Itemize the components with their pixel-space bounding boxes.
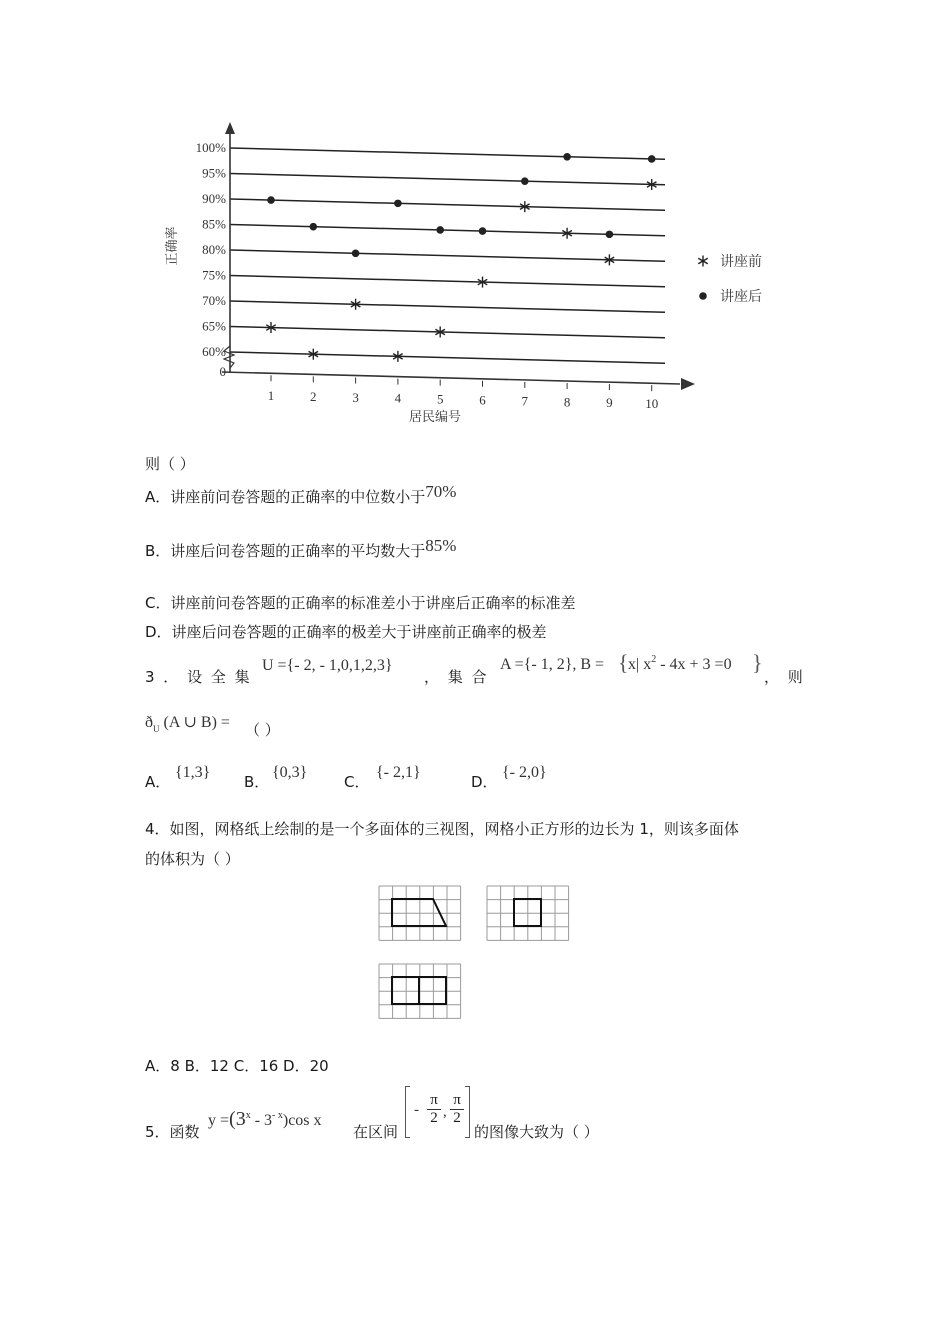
point-after	[648, 155, 656, 163]
chart-legend	[698, 254, 762, 305]
q4-options[interactable]: A．8 B．12 C．16 D．20	[145, 1057, 329, 1075]
x-tick-labels	[268, 375, 658, 411]
q4-front-view-shape	[392, 899, 446, 926]
q3-set-b-var: x| x	[628, 656, 652, 673]
q5-tail: 的图像大致为（ ）	[474, 1123, 599, 1141]
q5-interval	[405, 1086, 470, 1136]
q4-line2: 的体积为（ ）	[145, 850, 240, 868]
y-tick-label: 95%	[202, 165, 226, 181]
x-tick-label: 8	[563, 394, 571, 410]
point-after	[521, 177, 529, 185]
q2-option-d[interactable]: D．讲座后问卷答题的正确率的极差大于讲座前正确率的极差	[145, 623, 547, 641]
q5-func-exp2: - x	[272, 1110, 283, 1121]
q5-neg-sign: -	[414, 1102, 419, 1118]
y-tick-label: 60%	[202, 344, 226, 359]
q3-complement-expr	[145, 712, 230, 732]
y-axis-label: 正确率	[165, 226, 180, 266]
q3-complement-body: (A ∪ B) =	[163, 714, 230, 731]
gridline-95	[230, 174, 665, 185]
q5-func-minus: - 3	[250, 1112, 273, 1129]
q4-front-view-grid	[378, 885, 462, 942]
q3-set-b-exponent: 2	[651, 654, 657, 665]
q5-frac-right	[450, 1092, 464, 1127]
q3-paren: （ ）	[245, 721, 280, 739]
q3-then: ， 则	[764, 668, 805, 686]
x-tick-label: 6	[479, 392, 486, 408]
point-after	[563, 153, 571, 161]
q3-option-d-label: D．	[471, 773, 498, 791]
chart-gridlines	[230, 148, 665, 363]
x-axis-label: 居民编号	[408, 410, 462, 425]
x-tick-label: 9	[606, 395, 613, 411]
chart-points	[266, 153, 656, 362]
q4-top-view-grid	[378, 963, 462, 1020]
q5-func-base1: (3	[229, 1108, 246, 1130]
legend-label: 讲座前	[720, 254, 762, 270]
y-tick-label: 90%	[202, 191, 226, 206]
gridline-85	[230, 225, 665, 236]
gridline-90	[230, 199, 665, 210]
q5-mid: 在区间	[353, 1123, 399, 1141]
y-axis-arrow	[225, 122, 235, 134]
y-tick-label: 80%	[202, 242, 226, 257]
gridline-75	[230, 276, 665, 287]
q5-frac-left-den: 2	[427, 1109, 441, 1127]
q3-complement-subscript: U	[153, 724, 160, 734]
q2-option-a[interactable]	[145, 482, 457, 507]
q3-mid: ， 集 合	[424, 668, 489, 686]
q3-complement-symbol: ð	[145, 714, 153, 731]
x-tick-label: 7	[521, 393, 529, 409]
q3-brace-right: }	[752, 650, 763, 675]
q3-option-b[interactable]	[244, 772, 269, 792]
x-tick-label: 10	[645, 396, 659, 412]
x-axis	[222, 372, 680, 384]
y-tick-label: 85%	[202, 216, 226, 232]
q3-set-a-b: A ={- 1, 2}, B =	[500, 656, 605, 673]
q3-option-d[interactable]	[471, 772, 498, 792]
gridline-60	[230, 352, 665, 363]
q3-option-c-label: C．	[344, 773, 370, 791]
q5-frac-right-num: π	[453, 1092, 461, 1108]
x-tick-label: 3	[352, 389, 359, 405]
q5-lead: 5．函数	[145, 1123, 200, 1141]
gridline-100	[230, 148, 665, 159]
q5-frac-left-num: π	[430, 1092, 438, 1108]
q3-option-c[interactable]	[344, 772, 369, 792]
point-after	[606, 231, 614, 239]
legend-label: 讲座后	[720, 289, 762, 305]
legend-marker-before	[698, 256, 708, 267]
q3-brace-left: {	[618, 650, 629, 675]
y-tick-label: 65%	[202, 318, 226, 334]
x-tick-label: 5	[436, 391, 444, 407]
q3-universal-set: U ={- 2, - 1,0,1,2,3}	[262, 657, 393, 674]
q5-func-tail: )cos x	[282, 1112, 322, 1129]
q5-bracket-right	[465, 1086, 470, 1138]
q5-bracket-left	[405, 1086, 410, 1138]
point-after	[479, 227, 487, 235]
gridline-70	[230, 301, 665, 312]
q3-option-a-value: {1,3}	[175, 764, 211, 781]
q3-option-c-value: {- 2,1}	[376, 764, 421, 781]
accuracy-scatter-chart	[150, 118, 790, 438]
q2-option-a-value: 70%	[425, 482, 457, 501]
x-tick-label: 2	[310, 388, 317, 404]
gridline-65	[230, 327, 665, 338]
y-tick-labels	[196, 140, 227, 379]
q5-func-y: y =	[208, 1112, 230, 1129]
q3-lead: 3 ． 设 全 集	[145, 668, 252, 686]
point-after	[310, 223, 318, 231]
q3-option-a[interactable]	[145, 772, 170, 792]
q3-option-d-value: {- 2,0}	[502, 764, 547, 781]
point-after	[436, 226, 444, 234]
q2-option-a-text: A．讲座前问卷答题的正确率的中位数小于	[145, 488, 426, 506]
q4-side-view-grid	[486, 885, 570, 942]
q2-option-b-value: 85%	[425, 536, 457, 555]
q2-stem: 则（ ）	[145, 455, 195, 473]
q5-func-exp1: x	[245, 1110, 251, 1121]
y-tick-label: 75%	[202, 267, 226, 283]
q5-comma: ,	[443, 1104, 447, 1120]
q4-line1: 4．如图，网格纸上绘制的是一个多面体的三视图，网格小正方形的边长为 1，则该多面体	[145, 820, 739, 838]
q2-option-c[interactable]: C．讲座前问卷答题的正确率的标准差小于讲座后正确率的标准差	[145, 594, 576, 612]
x-tick-label: 1	[267, 388, 275, 403]
q5-frac-right-den: 2	[450, 1109, 464, 1127]
x-axis-arrow	[681, 378, 695, 390]
point-after	[394, 200, 402, 208]
q5-frac-left	[427, 1092, 441, 1127]
q3-option-b-value: {0,3}	[272, 764, 308, 781]
x-tick-label: 4	[394, 390, 402, 406]
q2-option-b-text: B．讲座后问卷答题的正确率的平均数大于	[145, 542, 426, 560]
y-tick-label: 0	[219, 364, 226, 379]
q3-set-b-inner	[628, 656, 732, 674]
q3-option-a-label: A．	[145, 773, 171, 791]
gridline-80	[230, 250, 665, 261]
point-after	[352, 249, 360, 257]
point-after	[267, 196, 275, 204]
y-tick-label: 100%	[195, 140, 226, 155]
q5-function	[208, 1108, 322, 1131]
y-tick-label: 70%	[202, 293, 226, 308]
q2-option-b[interactable]	[145, 536, 457, 561]
legend-marker-after	[699, 292, 707, 300]
q3-option-b-label: B．	[244, 773, 270, 791]
q3-set-b-rest: - 4x + 3 =0	[656, 656, 732, 673]
